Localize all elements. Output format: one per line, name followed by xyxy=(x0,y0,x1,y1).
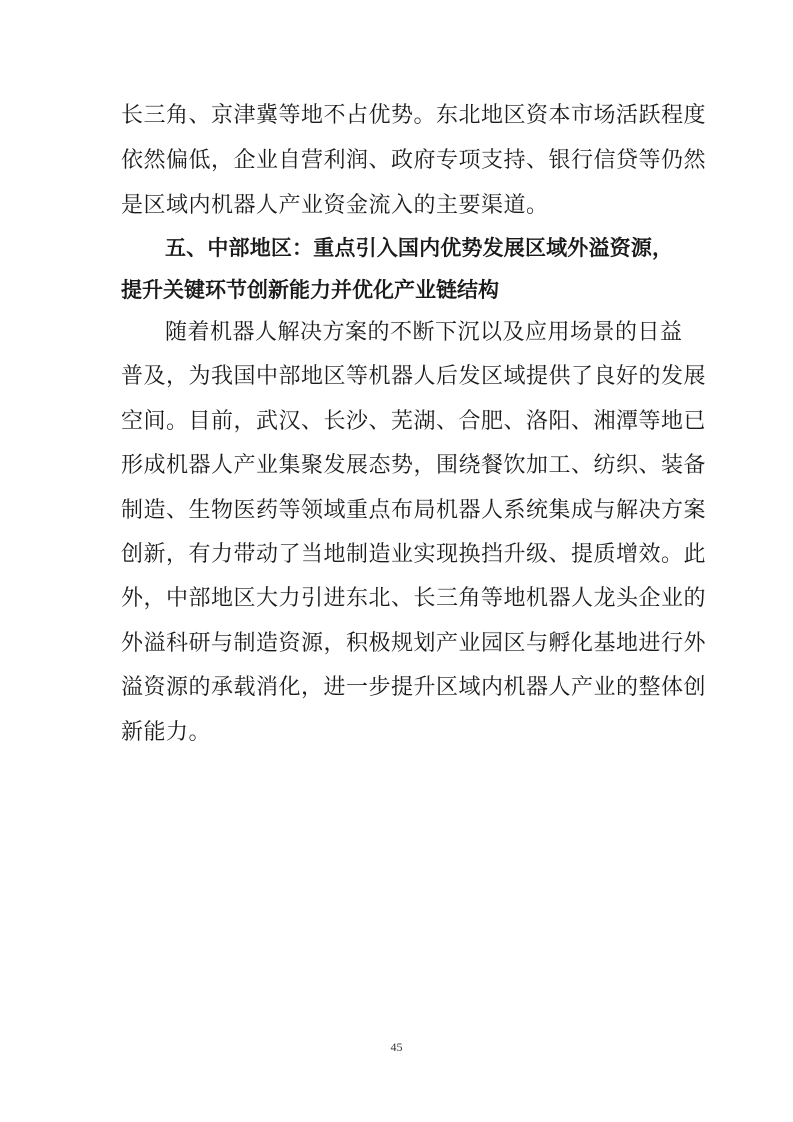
text-line: 普及，为我国中部地区等机器人后发区域提供了良好的发展 xyxy=(121,364,707,389)
text-line: 随着机器人解决方案的不断下沉以及应用场景的日益 xyxy=(165,320,683,345)
text-line: 制造、生物医药等领域重点布局机器人系统集成与解决方案 xyxy=(121,498,707,523)
text-line: 依然偏低，企业自营利润、政府专项支持、银行信贷等仍然 xyxy=(121,148,707,173)
text-line: 外，中部地区大力引进东北、长三角等地机器人龙头企业的 xyxy=(121,586,707,611)
text-line: 创新，有力带动了当地制造业实现换挡升级、提质增效。此 xyxy=(121,542,707,567)
text-line: 是区域内机器人产业资金流入的主要渠道。 xyxy=(121,193,549,218)
page-number: 45 xyxy=(390,1040,403,1054)
text-line: 溢资源的承载消化，进一步提升区域内机器人产业的整体创 xyxy=(121,675,707,700)
text-line: 形成机器人产业集聚发展态势，围绕餐饮加工、纺织、装备 xyxy=(121,453,707,478)
heading-line: 提升关键环节创新能力并优化产业链结构 xyxy=(121,278,499,302)
text-line: 长三角、京津冀等地不占优势。东北地区资本市场活跃程度 xyxy=(121,103,707,128)
text-line: 外溢科研与制造资源，积极规划产业园区与孵化基地进行外 xyxy=(121,631,707,656)
text-line: 新能力。 xyxy=(121,720,212,745)
heading-line: 五、中部地区：重点引入国内优势发展区域外溢资源， xyxy=(165,236,673,260)
text-line: 空间。目前，武汉、长沙、芜湖、合肥、洛阳、湘潭等地已 xyxy=(121,409,707,434)
